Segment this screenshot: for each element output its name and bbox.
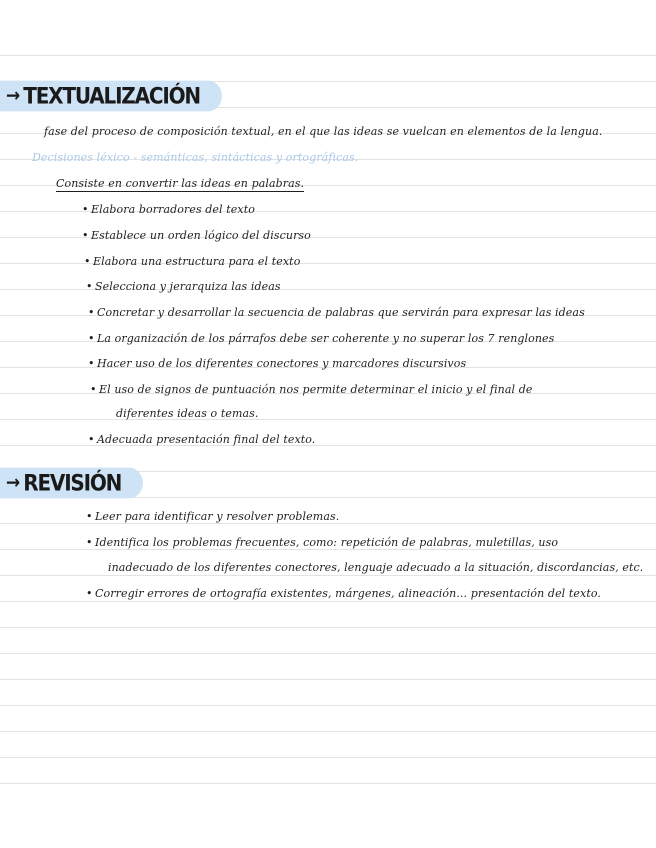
bullet-icon: •: [88, 306, 95, 319]
bullet-icon: •: [84, 255, 91, 268]
bullet-icon: •: [82, 203, 89, 216]
list-item: [90, 383, 533, 397]
list-item-text: Identifica los problemas frecuentes, como: repetición de palabras, muletillas, uso: [95, 536, 559, 549]
list-item-text: Hacer uso de los diferentes conectores y marcadores discursivos: [97, 357, 467, 370]
textualizacion-note: Decisiones léxico - semánticas, sintácticas y ortográficas.: [32, 151, 359, 164]
list-item-text: Leer para identificar y resolver problemas.: [95, 510, 340, 523]
list-item-text: Selecciona y jerarquiza las ideas: [95, 280, 281, 293]
textualizacion-subheading: [56, 177, 304, 191]
list-item: [86, 510, 339, 524]
list-item: [86, 280, 281, 294]
list-item: [88, 357, 466, 371]
bullet-icon: •: [88, 332, 95, 345]
list-item-continuation: inadecuado de los diferentes conectores, lenguaje adecuado a la situación, discordancias, etc.: [108, 561, 644, 574]
bullet-icon: •: [90, 383, 97, 396]
textualizacion-definition: fase del proceso de composición textual, en el que las ideas se vuelcan en elementos de la lengua.: [44, 125, 603, 138]
bullet-icon: •: [86, 510, 93, 523]
list-item-text: El uso de signos de puntuación nos permite determinar el inicio y el final de: [99, 383, 533, 396]
arrow-icon: →: [6, 472, 21, 494]
heading-revision-label: REVISIÓN: [23, 469, 122, 497]
list-item-text: La organización de los párrafos debe ser coherente y no superar los 7 renglones: [97, 332, 555, 345]
list-item-text: Corregir errores de ortografía existentes, márgenes, alineación... presentación del texto.: [95, 587, 601, 600]
list-item: [84, 255, 300, 269]
list-item: [82, 229, 311, 243]
list-item-text: Elabora borradores del texto: [91, 203, 255, 216]
arrow-icon: →: [6, 85, 21, 107]
bullet-icon: •: [88, 433, 95, 446]
subheading-text: Consiste en convertir las ideas en palabras.: [56, 177, 305, 190]
list-item-text: Establece un orden lógico del discurso: [91, 229, 311, 242]
bullet-icon: •: [82, 229, 89, 242]
bullet-icon: •: [88, 357, 95, 370]
bullet-icon: •: [86, 587, 93, 600]
list-item: [82, 203, 255, 217]
list-item: [88, 433, 315, 447]
heading-textualizacion-label: TEXTUALIZACIÓN: [23, 82, 200, 110]
bullet-icon: •: [86, 280, 93, 293]
list-item: [86, 587, 601, 601]
list-item-text: Elabora una estructura para el texto: [93, 255, 301, 268]
bullet-icon: •: [86, 536, 93, 549]
list-item-continuation: diferentes ideas o temas.: [116, 407, 259, 420]
heading-revision: [0, 468, 143, 499]
list-item: [88, 332, 554, 346]
heading-textualizacion: [0, 81, 222, 112]
list-item: [88, 306, 585, 320]
list-item: [86, 536, 558, 550]
list-item-text: Adecuada presentación final del texto.: [97, 433, 316, 446]
list-item-text: Concretar y desarrollar la secuencia de palabras que servirán para expresar las ideas: [97, 306, 585, 319]
